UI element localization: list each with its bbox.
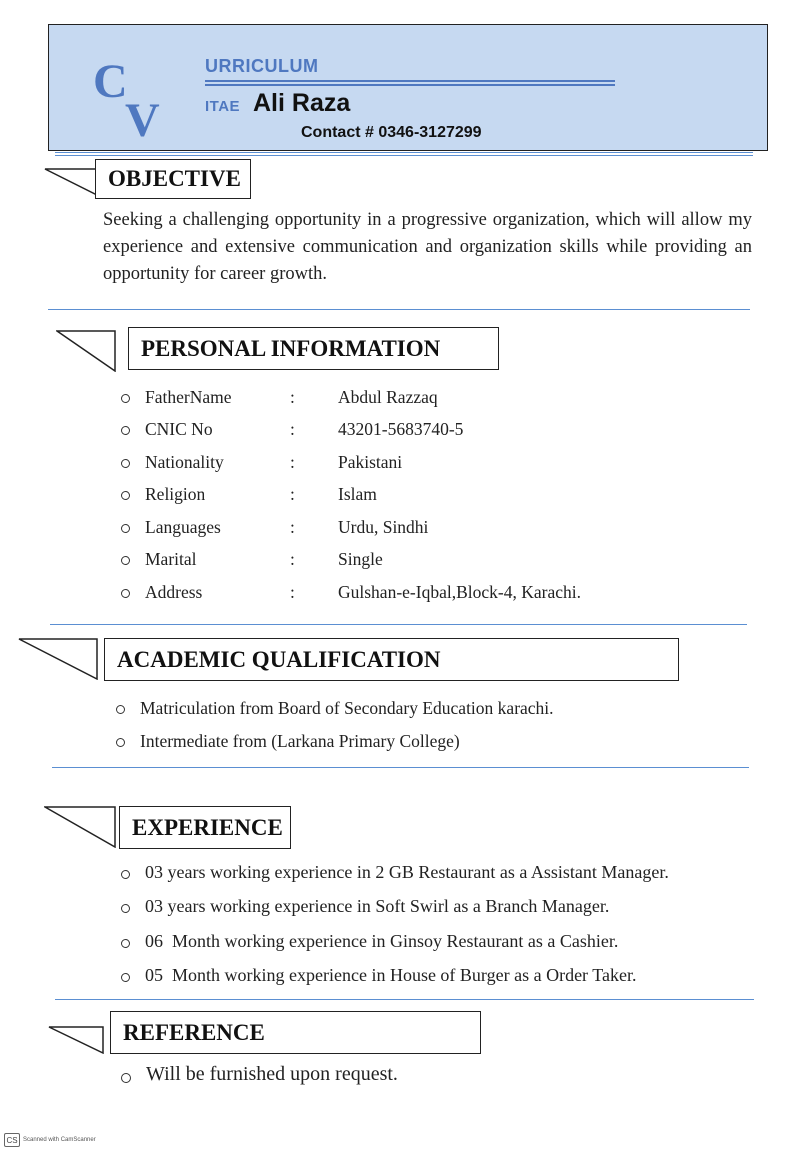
cv-header xyxy=(48,24,768,151)
bullet-circle xyxy=(121,524,130,533)
camscanner-logo-icon: CS xyxy=(4,1133,20,1147)
section-title-reference: REFERENCE xyxy=(110,1011,481,1054)
bullet-circle xyxy=(121,870,130,879)
field-label: CNIC No xyxy=(145,419,213,439)
reference-triangle-marker xyxy=(48,1026,104,1054)
contact-number: Contact # 0346-3127299 xyxy=(301,124,482,141)
header-double-rule xyxy=(205,80,615,86)
academic-divider xyxy=(52,767,749,768)
header-word-itae: ITAE xyxy=(205,98,241,115)
section-title-objective: OBJECTIVE xyxy=(95,159,251,199)
field-label: Religion xyxy=(145,484,206,504)
bullet-circle xyxy=(121,939,130,948)
academic-item: Intermediate from (Larkana Primary College) xyxy=(140,731,460,751)
field-separator: : xyxy=(290,517,295,537)
field-label: Nationality xyxy=(145,452,224,472)
bullet-circle xyxy=(121,973,130,982)
field-separator: : xyxy=(290,549,295,569)
reference-item: Will be furnished upon request. xyxy=(146,1063,398,1085)
field-value: Single xyxy=(338,549,383,569)
field-separator: : xyxy=(290,387,295,407)
section-title-academic-qualification: ACADEMIC QUALIFICATION xyxy=(104,638,679,681)
bullet-circle xyxy=(121,459,130,468)
header-divider xyxy=(55,152,753,156)
experience-item: 03 years working experience in Soft Swirl as a Branch Manager. xyxy=(145,896,610,916)
objective-text: Seeking a challenging opportunity in a progressive organization, which will allow my experience and extensive communication and organization skills while providing an opportunity for career growth. xyxy=(103,210,752,284)
field-value: Islam xyxy=(338,484,377,504)
field-separator: : xyxy=(290,452,295,472)
personal-divider xyxy=(50,624,747,625)
experience-divider xyxy=(55,999,754,1000)
bullet-circle xyxy=(116,738,125,747)
personal-triangle-marker xyxy=(56,330,116,372)
field-separator: : xyxy=(290,419,295,439)
bullet-circle xyxy=(121,904,130,913)
experience-triangle-marker xyxy=(44,806,116,848)
academic-triangle-marker xyxy=(18,638,98,680)
scanner-watermark-text: Scanned with CamScanner xyxy=(23,1137,96,1143)
field-separator: : xyxy=(290,582,295,602)
cv-monogram-c: C xyxy=(93,55,128,108)
scanner-watermark xyxy=(4,1133,96,1147)
field-separator: : xyxy=(290,484,295,504)
field-value: Urdu, Sindhi xyxy=(338,517,429,537)
bullet-circle xyxy=(121,426,130,435)
field-label: Marital xyxy=(145,549,197,569)
bullet-circle xyxy=(121,589,130,598)
header-word-urriculum: URRICULUM xyxy=(205,56,319,76)
applicant-name: Ali Raza xyxy=(253,89,351,117)
field-value: Gulshan-e-Iqbal,Block-4, Karachi. xyxy=(338,582,581,602)
field-label: Languages xyxy=(145,517,221,537)
section-title-experience: EXPERIENCE xyxy=(119,806,291,849)
bullet-circle xyxy=(121,556,130,565)
experience-item: 05 Month working experience in House of Burger as a Order Taker. xyxy=(145,965,637,985)
section-title-personal-information: PERSONAL INFORMATION xyxy=(128,327,499,370)
experience-item: 06 Month working experience in Ginsoy Restaurant as a Cashier. xyxy=(145,931,619,951)
field-value: Pakistani xyxy=(338,452,403,472)
cv-monogram-v: V xyxy=(125,94,160,147)
academic-item: Matriculation from Board of Secondary Education karachi. xyxy=(140,698,554,718)
experience-item: 03 years working experience in 2 GB Restaurant as a Assistant Manager. xyxy=(145,862,669,882)
bullet-circle xyxy=(116,705,125,714)
field-label: FatherName xyxy=(145,387,232,407)
field-label: Address xyxy=(145,582,203,602)
objective-divider xyxy=(48,309,750,310)
bullet-circle xyxy=(121,1073,131,1083)
field-value: 43201-5683740-5 xyxy=(338,419,464,439)
objective-triangle-marker xyxy=(44,168,102,198)
bullet-circle xyxy=(121,394,130,403)
bullet-circle xyxy=(121,491,130,500)
field-value: Abdul Razzaq xyxy=(338,387,438,407)
